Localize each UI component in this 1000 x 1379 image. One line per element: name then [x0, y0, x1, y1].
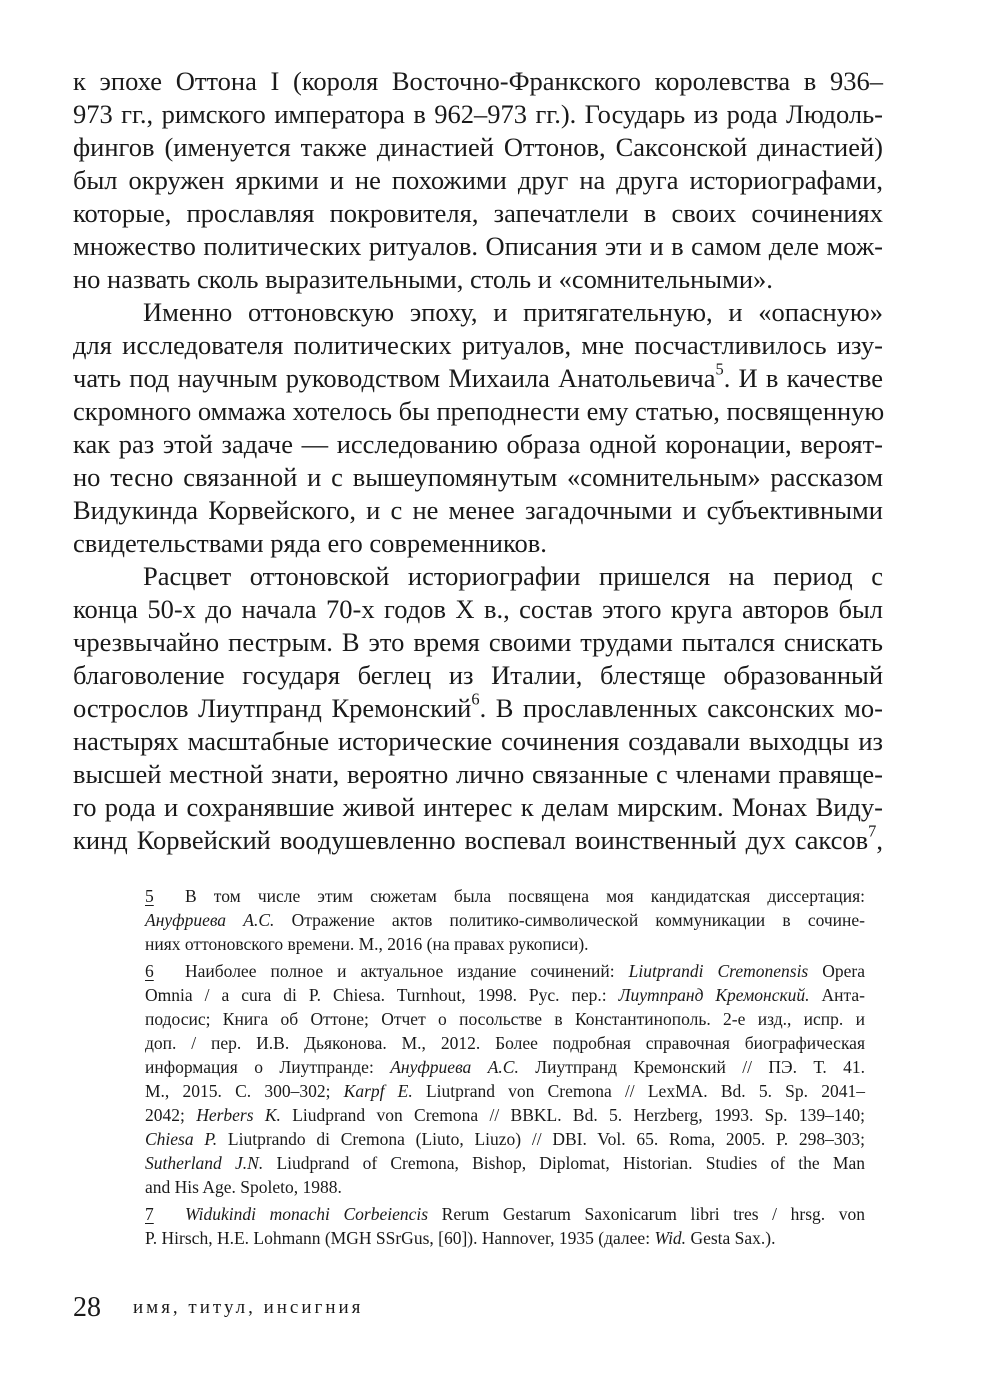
- footnote-ref-6[interactable]: 6: [471, 689, 480, 709]
- footnote-7: [145, 1202, 865, 1226]
- text-line: Именно оттоновскую эпоху, и притягательную, и «опасную»: [143, 297, 883, 327]
- page-number: 28: [73, 1292, 101, 1323]
- author-name: Chiesa P.: [145, 1129, 218, 1149]
- text-line: к эпохе Оттона I (короля Восточно-Франкского королевства в 936–: [73, 66, 883, 96]
- text-line: Видукинда Корвейского, и с не менее загадочными и субъективными: [73, 495, 883, 525]
- footnote-text: Лиутпранд Кремонский // ПЭ. Т. 41.: [518, 1057, 865, 1077]
- author-name: Liutprandi Cremonensis: [628, 961, 809, 981]
- footnote-text: В том числе этим сюжетам была посвящена моя кандидатская диссертация:: [185, 886, 865, 906]
- text-line: Расцвет оттоновской историографии пришелся на период с: [143, 561, 883, 591]
- text-line: был окружен яркими и не похожими друг на друга историографами,: [73, 165, 883, 195]
- source-abbrev: Wid.: [654, 1228, 687, 1248]
- footnote-line: [145, 1079, 865, 1103]
- source-title: Widukindi monachi Corbeiencis: [185, 1204, 429, 1224]
- footnote-ref-7[interactable]: 7: [868, 821, 877, 841]
- footnote-6: [145, 959, 865, 983]
- author-name: Ануфриева А.С.: [145, 910, 275, 930]
- footnote-text: Liudprand von Cremona // BBKL. Bd. 5. Herzberg, 1993. Sp. 139–140;: [280, 1105, 865, 1125]
- text-line: свидетельствами ряда его современников.: [73, 528, 547, 558]
- text-line: но тесно связанной и с вышеупомянутым «сомнительным» рассказом: [73, 462, 883, 492]
- text-line: скромного оммажа хотелось бы преподнести ему статью, посвященную: [73, 396, 885, 426]
- text-line: высшей местной знати, вероятно лично связанные с членами правяще-: [73, 759, 883, 789]
- footnote-text: Liudprand of Cremona, Bishop, Diplomat, Historian. Studies of the Man: [263, 1153, 865, 1173]
- text-line: конца 50-х до начала 70-х годов X в., состав этого круга авторов был: [73, 594, 883, 624]
- running-title: имя, титул, инсигния: [133, 1297, 364, 1318]
- footnote-text: Liutprando di Cremona (Liuto, Liuzo) // DBI. Vol. 65. Roma, 2005. P. 298–303;: [217, 1129, 866, 1149]
- author-name: Karpf E.: [343, 1081, 413, 1101]
- line-part: . И в качестве: [723, 363, 883, 393]
- text-line: благоволение государя беглец из Италии, блестяще образованный: [73, 660, 883, 690]
- line-part: чать под научным руководством Михаила Анатольевича: [73, 363, 716, 393]
- footnote-line: and His Age. Spoleto, 1988.: [145, 1177, 342, 1197]
- text-line: [73, 823, 883, 857]
- footnote-line: [145, 1055, 865, 1079]
- footnote-text: информация о Лиутпранде:: [145, 1057, 391, 1077]
- footnote-text: Анта-: [809, 985, 865, 1005]
- footnote-line: [145, 908, 865, 932]
- text-line: множество политических ритуалов. Описания эти и в самом деле мож-: [73, 231, 883, 261]
- footnote-number[interactable]: 7: [145, 1204, 154, 1224]
- footnote-text: Отражение актов политико-символической коммуникации в сочине-: [274, 910, 866, 930]
- footnote-text: Liutprand von Cremona // LexMA. Bd. 5. Sp. 2041–: [412, 1081, 865, 1101]
- footnote-text: М., 2015. С. 300–302;: [145, 1081, 344, 1101]
- footnote-text: Omnia / a cura di P. Chiesa. Turnhout, 1998. Рус. пер.:: [145, 985, 619, 1005]
- footnote-line: [145, 1103, 865, 1127]
- text-line: фингов (именуется также династией Оттонов, Саксонской династией): [73, 132, 883, 162]
- author-name: Sutherland J.N.: [145, 1153, 264, 1173]
- text-line: которые, прославляя покровителя, запечатлели в своих сочинениях: [73, 198, 883, 228]
- text-line: для исследователя политических ритуалов, мне посчастливилось изу-: [73, 330, 883, 360]
- footnote-line: доп. / пер. И.В. Дьяконова. М., 2012. Более подробная справочная биографическая: [145, 1033, 865, 1053]
- text-line: чрезвычайно пестрым. В это время своими трудами пытался снискать: [73, 627, 883, 657]
- footnote-number[interactable]: 5: [145, 886, 154, 906]
- footnote-line: [145, 1226, 865, 1250]
- text-line: настырях масштабные исторические сочинения создавали выходцы из: [73, 726, 883, 756]
- author-name: Лиутпранд Кремонский.: [618, 985, 810, 1005]
- footnote-text: Opera: [808, 961, 865, 981]
- footnote-text: 2042;: [145, 1105, 197, 1125]
- footnote-line: [145, 983, 865, 1007]
- text-line: го рода и сохранявшие живой интерес к делам мирским. Монах Виду-: [73, 792, 883, 822]
- footnote-text: Gesta Sax.).: [686, 1228, 776, 1248]
- text-line: 973 гг., римского императора в 962–973 гг.). Государь из рода Людоль-: [73, 99, 883, 129]
- footnote-line: [145, 1151, 865, 1175]
- footnote-ref-5[interactable]: 5: [715, 359, 724, 379]
- text-line: [73, 361, 883, 395]
- line-part: кинд Корвейский воодушевленно воспевал воинственный дух саксов: [73, 825, 869, 855]
- text-line: но назвать сколь выразительными, столь и «сомнительными».: [73, 264, 773, 294]
- text-line: как раз этой задаче — исследованию образа одной коронации, вероят-: [73, 429, 883, 459]
- line-part: ,: [876, 825, 883, 855]
- footnote-line: подосис; Книга об Оттоне; Отчет о посольстве в Константинополь. 2-е изд., испр. и: [145, 1009, 865, 1029]
- footnote-text: P. Hirsch, H.E. Lohmann (MGH SSrGus, [60]). Hannover, 1935 (далее:: [145, 1228, 655, 1248]
- footnote-line: ниях оттоновского времени. М., 2016 (на правах рукописи).: [145, 934, 589, 954]
- footnote-text: Наиболее полное и актуальное издание сочинений:: [185, 961, 629, 981]
- text-line: [73, 691, 883, 725]
- author-name: Ануфриева А.С.: [390, 1057, 519, 1077]
- footnote-line: [145, 1127, 865, 1151]
- footnote-text: Rerum Gestarum Saxonicarum libri tres / hrsg. von: [428, 1204, 865, 1224]
- line-part: . В прославленных саксонских мо-: [479, 693, 883, 723]
- line-part: острослов Лиутпранд Кремонский: [73, 693, 472, 723]
- footnote-number[interactable]: 6: [145, 961, 154, 981]
- author-name: Herbers K.: [196, 1105, 281, 1125]
- footnote-5: [145, 884, 865, 908]
